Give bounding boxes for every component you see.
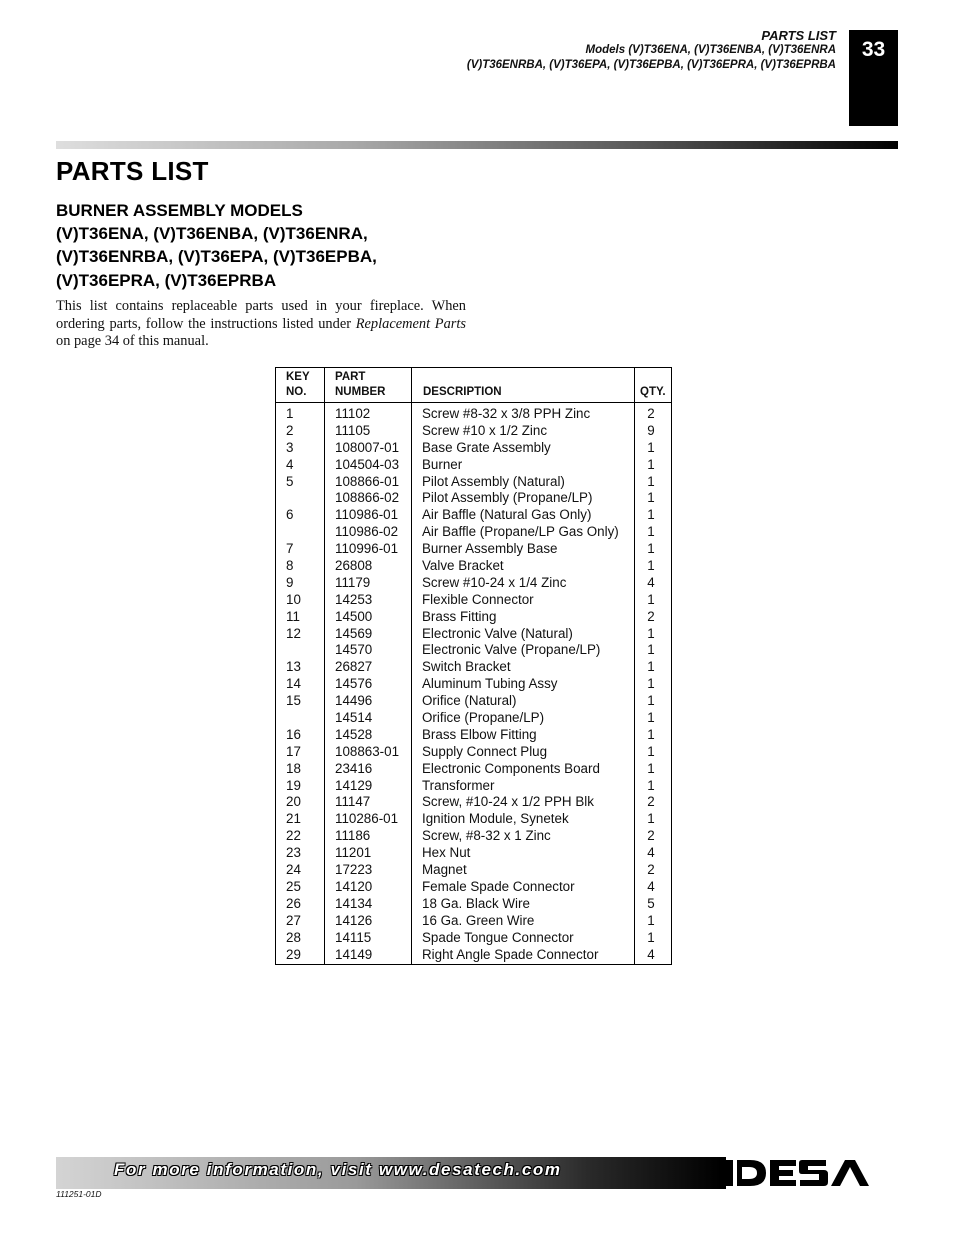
key-no-cell: 23 [286, 845, 301, 861]
description-cell: Burner Assembly Base [422, 541, 558, 557]
qty-cell: 1 [647, 743, 655, 759]
description-cell: Screw #10-24 x 1/4 Zinc [422, 574, 567, 590]
part-number-cell: 11201 [335, 845, 372, 861]
table-row [276, 676, 671, 693]
replacement-parts-reference: Replacement Parts [355, 315, 466, 332]
subtitle-line-1: BURNER ASSEMBLY MODELS [56, 201, 303, 220]
table-row [276, 811, 671, 828]
col-header-part-number [335, 370, 385, 400]
description-cell: Right Angle Spade Connector [422, 946, 599, 962]
intro-text-end: on page 34 of this manual. [56, 333, 209, 350]
part-number-cell: 14120 [335, 878, 373, 894]
table-row [276, 609, 671, 626]
key-no-cell: 12 [286, 625, 301, 641]
subtitle-line-4: (V)T36EPRA, (V)T36EPRBA [56, 270, 277, 290]
description-cell: Brass Fitting [422, 608, 497, 624]
table-row [276, 913, 671, 930]
key-no-cell: 8 [286, 558, 294, 574]
qty-cell: 2 [647, 406, 655, 421]
qty-cell: 4 [647, 878, 655, 894]
description-cell: Transformer [422, 777, 495, 793]
subtitle-line-2: (V)T36ENA, (V)T36ENBA, (V)T36ENRA, [56, 224, 368, 244]
part-number-cell: 110986-02 [335, 524, 399, 540]
part-number-cell: 26827 [335, 659, 373, 675]
description-cell: Aluminum Tubing Assy [422, 676, 558, 692]
key-no-cell: 3 [286, 439, 294, 455]
col-header-part-line-1: PART [335, 371, 366, 383]
table-row [276, 744, 671, 761]
description-cell: Switch Bracket [422, 659, 511, 675]
description-cell: Pilot Assembly (Natural) [422, 473, 565, 489]
part-number-cell: 110986-01 [335, 507, 399, 523]
key-no-cell: 11 [286, 608, 300, 624]
table-row [276, 778, 671, 795]
description-cell: Air Baffle (Propane/LP Gas Only) [422, 524, 619, 540]
key-no-cell: 13 [286, 659, 301, 675]
table-row [276, 845, 671, 862]
table-row [276, 828, 671, 845]
key-no-cell: 1 [286, 406, 294, 421]
table-row [276, 896, 671, 913]
part-number-cell: 110286-01 [335, 811, 399, 827]
description-cell: Electronic Components Board [422, 760, 600, 776]
description-cell: Pilot Assembly (Propane/LP) [422, 490, 593, 506]
key-no-cell: 14 [286, 676, 301, 692]
part-number-cell: 14514 [335, 710, 373, 726]
qty-cell: 5 [647, 895, 655, 911]
qty-cell: 1 [647, 811, 655, 827]
part-number-cell: 14500 [335, 608, 373, 624]
qty-cell: 2 [647, 862, 655, 878]
table-row [276, 490, 671, 507]
part-number-cell: 14528 [335, 726, 373, 742]
qty-cell: 1 [647, 710, 655, 726]
description-cell: Electronic Valve (Natural) [422, 625, 573, 641]
part-number-cell: 14134 [335, 895, 373, 911]
qty-cell: 1 [647, 659, 655, 675]
key-no-cell: 20 [286, 794, 301, 810]
qty-cell: 1 [647, 558, 655, 574]
part-number-cell: 11105 [335, 422, 371, 438]
key-no-cell: 17 [286, 743, 301, 759]
key-no-cell: 18 [286, 760, 301, 776]
table-row [276, 626, 671, 643]
table-row [276, 474, 671, 491]
page-title: PARTS LIST [56, 156, 209, 186]
qty-cell: 1 [647, 473, 655, 489]
header-section-title: PARTS LIST [761, 28, 836, 43]
header-gradient-rule [56, 141, 898, 149]
qty-cell: 1 [647, 524, 655, 540]
page-number-box [849, 30, 898, 126]
key-no-cell: 25 [286, 878, 301, 894]
qty-cell: 1 [647, 676, 655, 692]
part-number-cell: 23416 [335, 760, 373, 776]
description-cell: Supply Connect Plug [422, 743, 548, 759]
table-row [276, 659, 671, 676]
qty-cell: 1 [647, 625, 655, 641]
table-row [276, 879, 671, 896]
qty-cell: 1 [647, 490, 655, 506]
running-header [467, 28, 836, 73]
description-cell: 18 Ga. Black Wire [422, 895, 530, 911]
part-number-cell: 14496 [335, 693, 373, 709]
part-number-cell: 104504-03 [335, 456, 400, 472]
part-number-cell: 14129 [335, 777, 373, 793]
description-cell: Flexible Connector [422, 591, 534, 607]
key-no-cell: 7 [286, 541, 294, 557]
table-row [276, 862, 671, 879]
table-row [276, 794, 671, 811]
part-number-cell: 17223 [335, 862, 373, 878]
key-no-cell: 15 [286, 693, 301, 709]
document-number: 111251-01D [56, 1189, 102, 1199]
qty-cell: 1 [647, 642, 655, 658]
table-row [276, 423, 671, 440]
part-number-cell: 108866-02 [335, 490, 400, 506]
part-number-cell: 26808 [335, 558, 373, 574]
key-no-cell: 29 [286, 946, 301, 962]
qty-cell: 2 [647, 794, 655, 810]
key-no-cell: 28 [286, 929, 301, 945]
col-header-description: DESCRIPTION [423, 386, 502, 398]
description-cell: Base Grate Assembly [422, 439, 551, 455]
part-number-cell: 11102 [335, 406, 371, 421]
part-number-cell: 14253 [335, 591, 373, 607]
header-divider [276, 402, 671, 403]
qty-cell: 1 [647, 777, 655, 793]
qty-cell: 1 [647, 760, 655, 776]
intro-paragraph [56, 298, 466, 351]
description-cell: Brass Elbow Fitting [422, 726, 537, 742]
table-row [276, 507, 671, 524]
qty-cell: 1 [647, 541, 655, 557]
table-row [276, 575, 671, 592]
part-number-cell: 11147 [335, 794, 371, 810]
key-no-cell: 19 [286, 777, 301, 793]
description-cell: Orifice (Natural) [422, 693, 517, 709]
part-number-cell: 14576 [335, 676, 373, 692]
header-models-line-2: (V)T36ENRBA, (V)T36EPA, (V)T36EPBA, (V)T36EPRA, (V)T36EPRBA [466, 59, 836, 71]
subtitle-line-3: (V)T36ENRBA, (V)T36EPA, (V)T36EPBA, [56, 247, 377, 267]
key-no-cell: 4 [286, 456, 294, 472]
header-models-line-1: Models (V)T36ENA, (V)T36ENBA, (V)T36ENRA [585, 44, 836, 56]
part-number-cell: 108863-01 [335, 743, 400, 759]
description-cell: Ignition Module, Synetek [422, 811, 569, 827]
intro-text-start: This list contains replaceable parts used in your fireplace. When ordering parts, follow the instructions listed under [56, 298, 466, 332]
table-body [276, 406, 671, 963]
table-row [276, 440, 671, 457]
part-number-cell: 14570 [335, 642, 373, 658]
description-cell: Screw, #10-24 x 1/2 PPH Blk [422, 794, 594, 810]
qty-cell: 2 [647, 608, 655, 624]
key-no-cell: 2 [286, 422, 294, 438]
description-cell: Screw, #8-32 x 1 Zinc [422, 828, 551, 844]
table-row [276, 710, 671, 727]
part-number-cell: 11186 [335, 828, 371, 844]
part-number-cell: 14149 [335, 946, 373, 962]
description-cell: Spade Tongue Connector [422, 929, 574, 945]
description-cell: Screw #8-32 x 3/8 PPH Zinc [422, 406, 591, 421]
description-cell: 16 Ga. Green Wire [422, 912, 535, 928]
qty-cell: 1 [647, 912, 655, 928]
table-row [276, 947, 671, 964]
qty-cell: 4 [647, 574, 655, 590]
description-cell: Air Baffle (Natural Gas Only) [422, 507, 592, 523]
key-no-cell: 9 [286, 574, 294, 590]
description-cell: Screw #10 x 1/2 Zinc [422, 422, 548, 438]
part-number-cell: 108866-01 [335, 473, 400, 489]
table-row [276, 592, 671, 609]
key-no-cell: 10 [286, 591, 301, 607]
qty-cell: 4 [647, 946, 655, 962]
parts-table [275, 367, 672, 965]
qty-cell: 1 [647, 726, 655, 742]
qty-cell: 1 [647, 693, 655, 709]
col-header-key [286, 370, 310, 400]
col-header-key-line-1: KEY [286, 371, 310, 383]
page-number: 33 [861, 38, 886, 61]
part-number-cell: 11179 [335, 574, 371, 590]
key-no-cell: 27 [286, 912, 301, 928]
qty-cell: 2 [647, 828, 655, 844]
footer-info-text: For more information, visit www.desatech.com [114, 1160, 562, 1179]
table-row [276, 642, 671, 659]
description-cell: Electronic Valve (Propane/LP) [422, 642, 601, 658]
table-row [276, 558, 671, 575]
col-header-key-line-2: NO. [286, 386, 307, 398]
description-cell: Hex Nut [422, 845, 471, 861]
qty-cell: 1 [647, 456, 655, 472]
qty-cell: 1 [647, 439, 655, 455]
table-row [276, 761, 671, 778]
part-number-cell: 110996-01 [335, 541, 399, 557]
description-cell: Female Spade Connector [422, 878, 575, 894]
table-row [276, 541, 671, 558]
description-cell: Valve Bracket [422, 558, 504, 574]
part-number-cell: 14126 [335, 912, 373, 928]
description-cell: Burner [422, 456, 463, 472]
key-no-cell: 16 [286, 726, 301, 742]
part-number-cell: 108007-01 [335, 439, 400, 455]
key-no-cell: 5 [286, 473, 294, 489]
key-no-cell: 6 [286, 507, 294, 523]
qty-cell: 9 [647, 422, 655, 438]
table-row [276, 930, 671, 947]
table-row [276, 406, 671, 423]
table-row [276, 693, 671, 710]
qty-cell: 1 [647, 591, 655, 607]
description-cell: Orifice (Propane/LP) [422, 710, 545, 726]
desa-logo [726, 1157, 898, 1189]
description-cell: Magnet [422, 862, 467, 878]
col-header-qty: QTY. [640, 386, 666, 398]
key-no-cell: 24 [286, 862, 301, 878]
col-header-part-line-2: NUMBER [335, 386, 386, 398]
table-row [276, 727, 671, 744]
key-no-cell: 26 [286, 895, 301, 911]
table-row [276, 524, 671, 541]
qty-cell: 1 [647, 507, 655, 523]
qty-cell: 4 [647, 845, 655, 861]
qty-cell: 1 [647, 929, 655, 945]
footer-banner [56, 1157, 898, 1189]
part-number-cell: 14115 [335, 929, 372, 945]
key-no-cell: 21 [286, 811, 301, 827]
key-no-cell: 22 [286, 828, 301, 844]
table-row [276, 457, 671, 474]
section-subtitle [56, 199, 476, 292]
part-number-cell: 14569 [335, 625, 373, 641]
